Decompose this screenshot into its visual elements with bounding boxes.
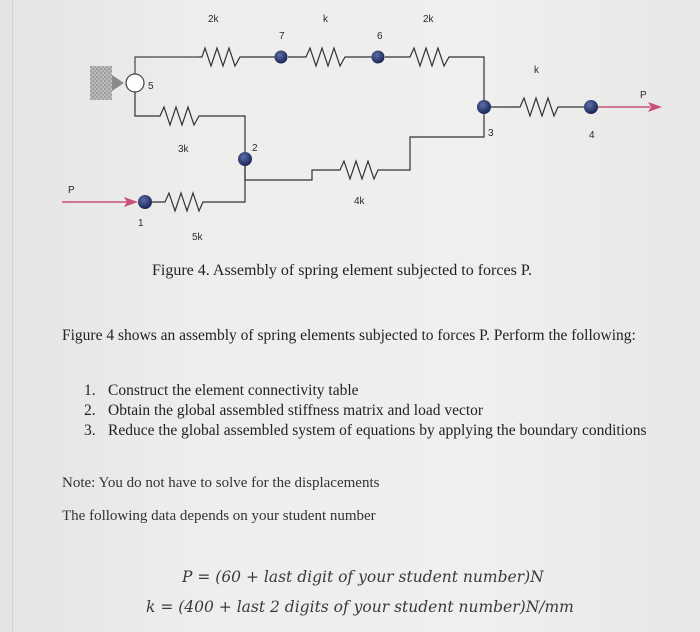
data-note-text: The following data depends on your student number [62, 508, 376, 524]
link-wire [135, 57, 198, 74]
spring-assembly-diagram [0, 0, 700, 260]
list-item [84, 421, 664, 441]
node-2 [238, 152, 252, 166]
spring-element-3k [135, 92, 245, 152]
support-arrow-icon [112, 75, 124, 91]
node-1 [138, 195, 152, 209]
node-label-5: 5 [148, 81, 154, 92]
list-item-number: 3. [84, 422, 96, 439]
list-item-number: 1. [84, 382, 96, 399]
node-label-7: 7 [279, 31, 285, 42]
node-7 [275, 51, 288, 64]
spring-element-k [288, 48, 372, 66]
list-item-text: Reduce the global assembled system of equations by applying the boundary conditions [108, 422, 647, 439]
spring-label-k-a: k [323, 14, 328, 25]
node-5 [126, 74, 144, 92]
node-3 [477, 100, 491, 114]
force-arrow-icon [648, 102, 662, 112]
list-item [84, 401, 664, 421]
list-item-number: 2. [84, 402, 96, 419]
note-text: Note: You do not have to solve for the displacements [62, 475, 380, 491]
spring-label-2k-b: 2k [423, 14, 434, 25]
node-6 [372, 51, 385, 64]
list-item-text: Construct the element connectivity table [108, 382, 359, 399]
fixed-support [90, 66, 112, 100]
spring-element-5k [152, 166, 245, 211]
list-item-text: Obtain the global assembled stiffness matrix and load vector [108, 402, 484, 419]
spring-element-2k-b [385, 48, 484, 101]
node-label-3: 3 [488, 128, 494, 139]
spring-label-k-b: k [534, 65, 539, 76]
node-label-2: 2 [252, 143, 258, 154]
figure-caption: Figure 4. Assembly of spring element subjected to forces P. [152, 262, 532, 279]
intro-paragraph: Figure 4 shows an assembly of spring elements subjected to forces P. Perform the following: [62, 327, 636, 344]
node-label-6: 6 [377, 31, 383, 42]
equation-p: P = (60 + last digit of your student number)N [182, 568, 544, 586]
spring-label-3k: 3k [178, 144, 189, 155]
list-item [84, 381, 664, 401]
spring-element-2k [198, 48, 275, 66]
node-4 [584, 100, 598, 114]
equation-k: k = (400 + last 2 digits of your student number)N/mm [146, 598, 574, 616]
node-label-4: 4 [589, 130, 595, 141]
spring-label-4k: 4k [354, 196, 365, 207]
spring-label-2k-a: 2k [208, 14, 219, 25]
force-label-p-right: P [640, 90, 647, 101]
task-list [84, 381, 664, 441]
spring-label-5k: 5k [192, 232, 203, 243]
spring-element-k-b [491, 98, 585, 116]
spring-element-4k [245, 114, 484, 180]
node-label-1: 1 [138, 218, 144, 229]
force-label-p-left: P [68, 185, 75, 196]
